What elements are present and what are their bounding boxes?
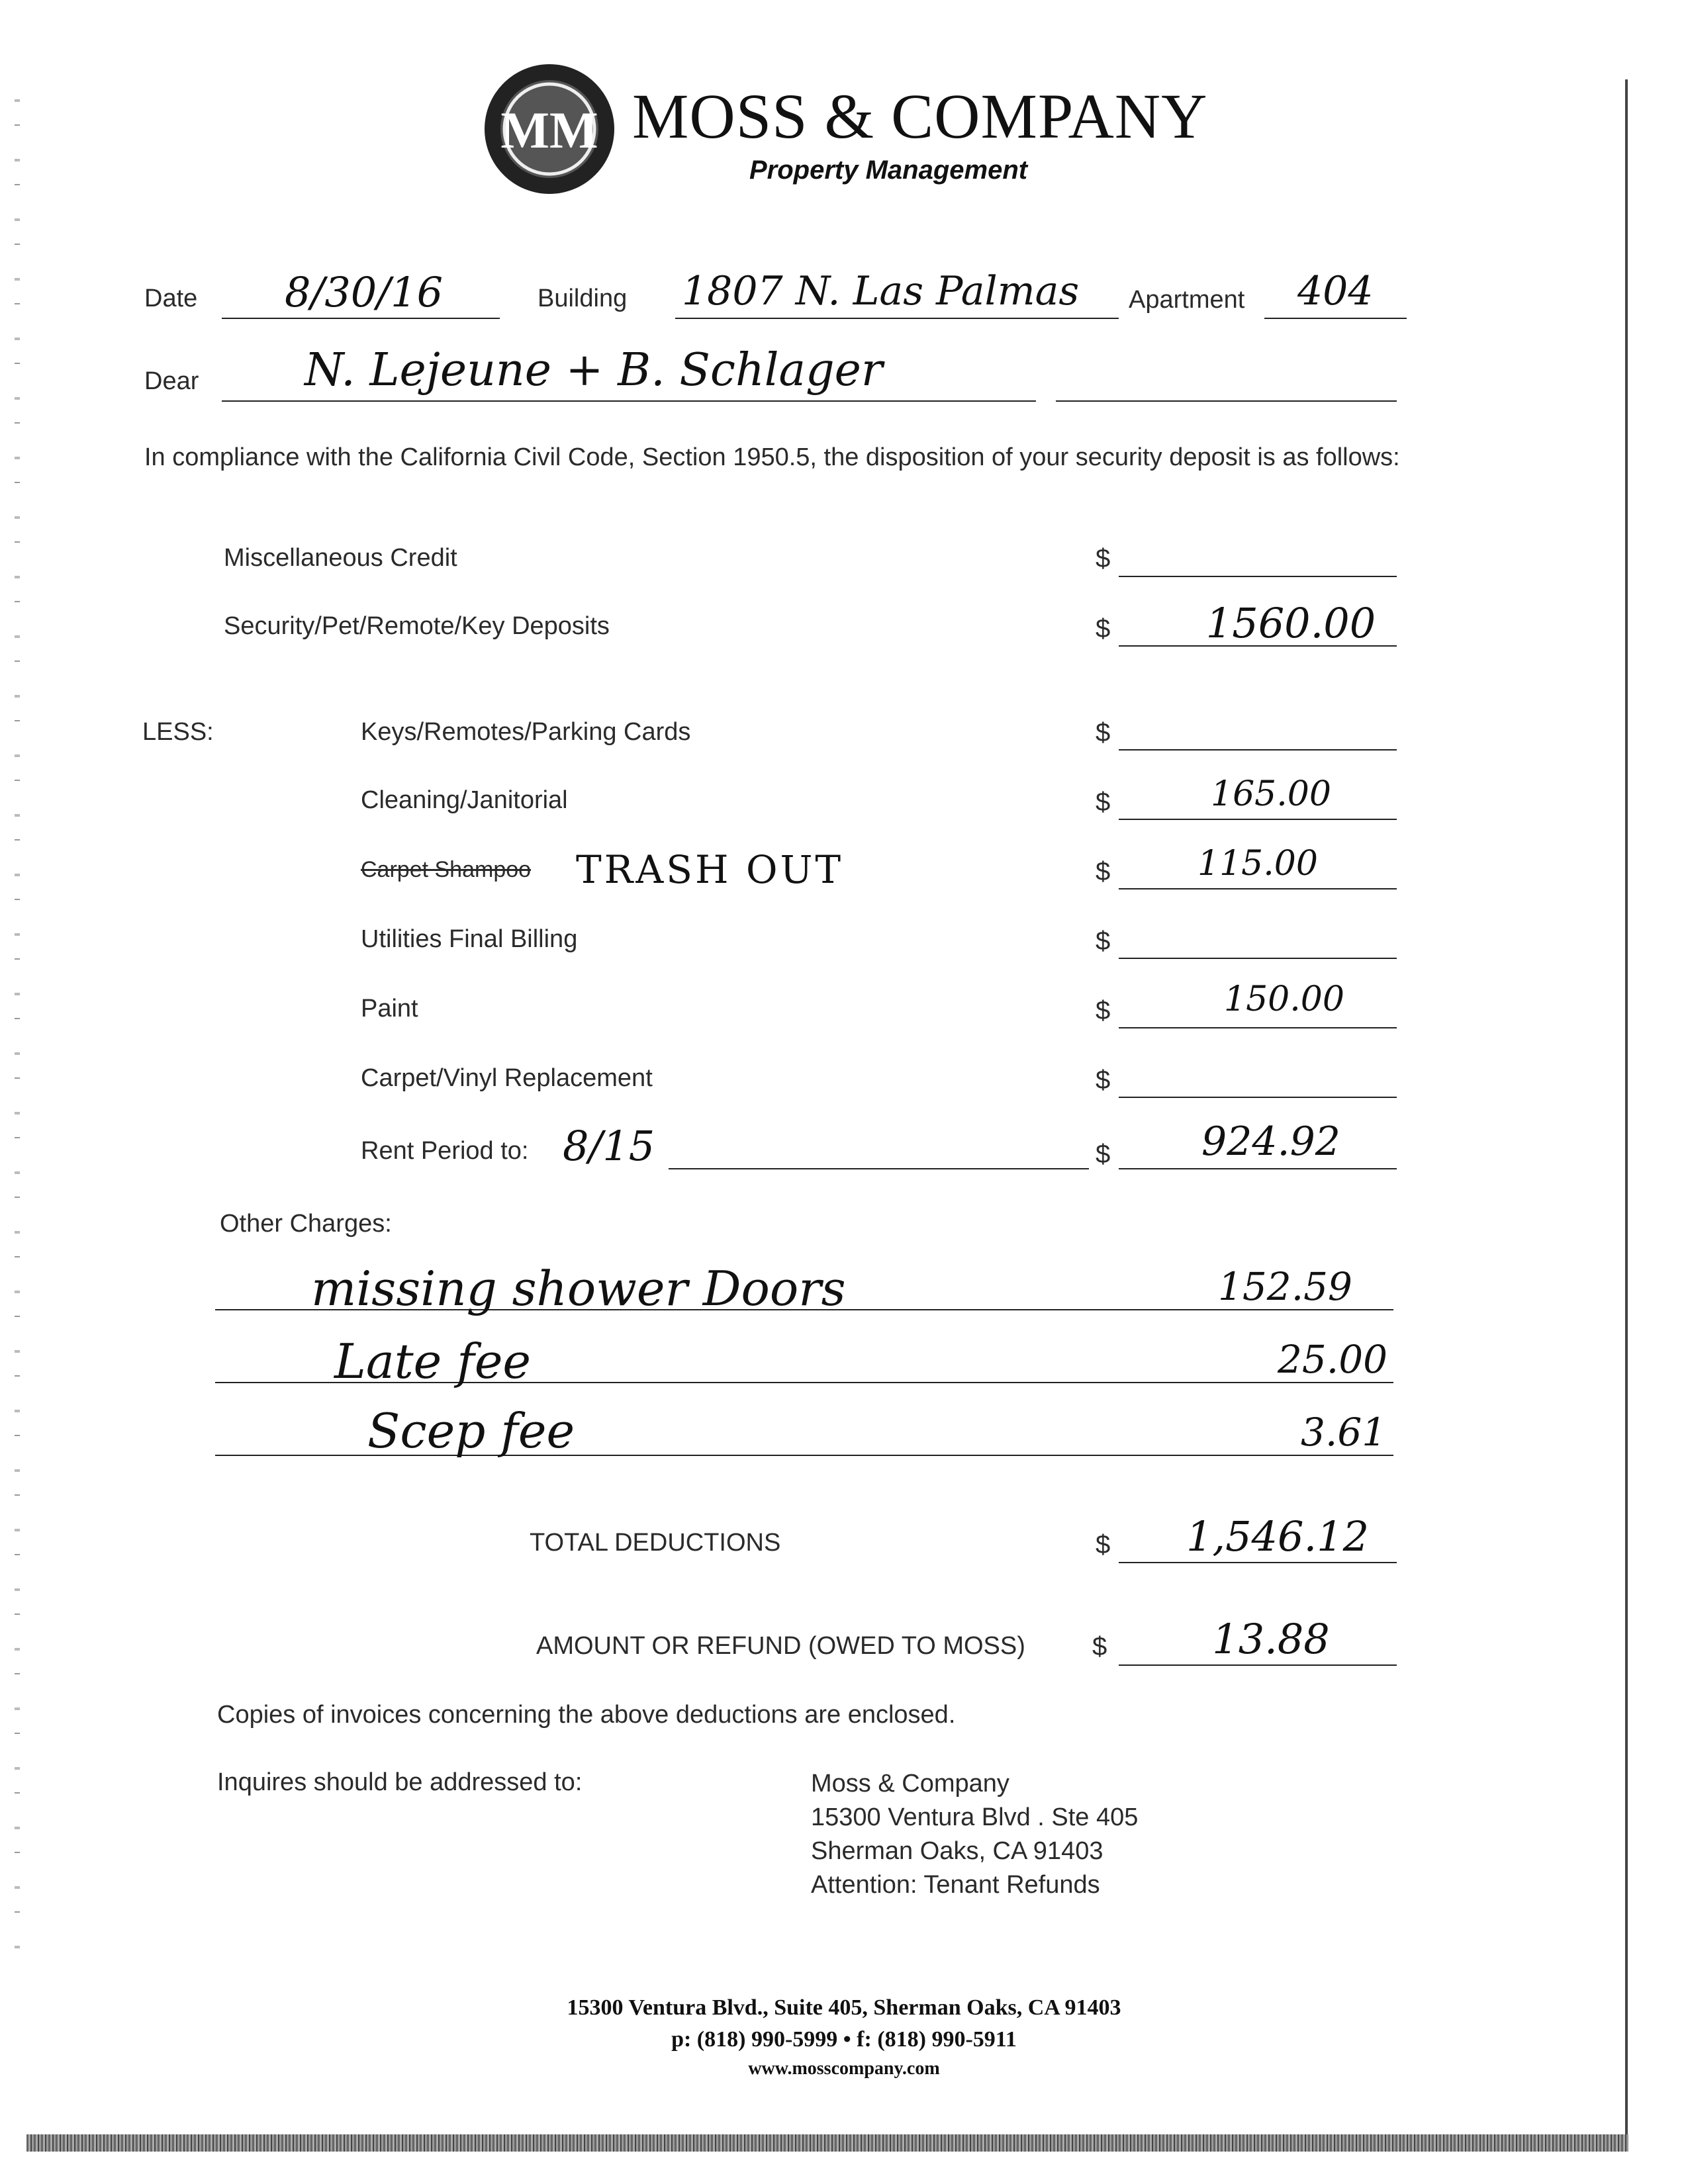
deposits-label: Security/Pet/Remote/Key Deposits bbox=[224, 612, 610, 640]
paint-amount: 150.00 bbox=[1224, 979, 1344, 1019]
footer-address: 15300 Ventura Blvd., Suite 405, Sherman Oaks, CA 91403 bbox=[567, 1995, 1121, 2020]
intro-paragraph: In compliance with the California Civil Code, Section 1950.5, the disposition of your security deposit is as follows: bbox=[144, 443, 1400, 471]
rent-period-label: Rent Period to: bbox=[361, 1137, 529, 1165]
invoices-note: Copies of invoices concerning the above deductions are enclosed. bbox=[217, 1701, 956, 1729]
trash-dollar: $ bbox=[1096, 857, 1111, 886]
trash-line bbox=[1119, 888, 1397, 889]
rent-amount-line bbox=[1119, 1168, 1397, 1169]
other-charge-amount: 3.61 bbox=[1301, 1410, 1387, 1455]
refund-label: AMOUNT OR REFUND (OWED TO MOSS) bbox=[536, 1632, 1025, 1660]
paint-label: Paint bbox=[361, 995, 418, 1023]
paint-dollar: $ bbox=[1096, 996, 1111, 1025]
utilities-dollar: $ bbox=[1096, 927, 1111, 956]
carpet-shampoo-label: Carpet Shampoo bbox=[361, 857, 532, 882]
other-charge-amount: 25.00 bbox=[1278, 1337, 1388, 1382]
rent-period-value: 8/15 bbox=[563, 1122, 655, 1170]
dear-label: Dear bbox=[144, 367, 199, 395]
other-charges-label: Other Charges: bbox=[220, 1210, 392, 1238]
trash-out-note: TRASH OUT bbox=[576, 847, 844, 892]
building-value: 1807 N. Las Palmas bbox=[682, 268, 1080, 314]
inquiries-label: Inquires should be addressed to: bbox=[217, 1768, 583, 1796]
other-charge-amount: 152.59 bbox=[1218, 1264, 1352, 1309]
refund-address-block bbox=[811, 1767, 1138, 1902]
keys-label: Keys/Remotes/Parking Cards bbox=[361, 718, 691, 746]
refund-dollar: $ bbox=[1092, 1632, 1107, 1661]
carpet-vinyl-label: Carpet/Vinyl Replacement bbox=[361, 1064, 653, 1092]
keys-line bbox=[1119, 749, 1397, 751]
scan-bottom-bar bbox=[26, 2134, 1628, 2152]
keys-dollar: $ bbox=[1096, 718, 1111, 747]
cleaning-amount: 165.00 bbox=[1211, 774, 1331, 814]
misc-credit-dollar: $ bbox=[1096, 544, 1111, 573]
dear-field-line-extra bbox=[1056, 400, 1397, 402]
carpet-vinyl-dollar: $ bbox=[1096, 1066, 1111, 1095]
company-name: MOSS & COMPANY bbox=[632, 81, 1208, 152]
total-dollar: $ bbox=[1096, 1530, 1111, 1559]
logo-emblem-icon bbox=[483, 63, 616, 195]
utilities-line bbox=[1119, 958, 1397, 959]
footer-website: www.mosscompany.com bbox=[748, 2058, 940, 2079]
refund-line bbox=[1119, 1664, 1397, 1666]
svg-text:MM: MM bbox=[500, 101, 598, 159]
rent-amount: 924.92 bbox=[1201, 1118, 1340, 1165]
carpet-vinyl-line bbox=[1119, 1097, 1397, 1098]
building-label: Building bbox=[538, 285, 628, 312]
apartment-label: Apartment bbox=[1129, 286, 1245, 314]
address-line: Attention: Tenant Refunds bbox=[811, 1871, 1100, 1899]
paint-line bbox=[1119, 1027, 1397, 1028]
cleaning-line bbox=[1119, 819, 1397, 820]
other-charge-description: Late fee bbox=[334, 1334, 532, 1389]
misc-credit-label: Miscellaneous Credit bbox=[224, 544, 457, 572]
deposits-dollar: $ bbox=[1096, 614, 1111, 643]
company-logo bbox=[483, 63, 616, 195]
other-charge-description: missing shower Doors bbox=[311, 1261, 846, 1316]
total-deductions-label: TOTAL DEDUCTIONS bbox=[530, 1529, 781, 1557]
utilities-label: Utilities Final Billing bbox=[361, 925, 578, 953]
apartment-value: 404 bbox=[1297, 268, 1374, 314]
trash-amount: 115.00 bbox=[1197, 844, 1318, 884]
apartment-field-line bbox=[1264, 318, 1407, 319]
cleaning-dollar: $ bbox=[1096, 788, 1111, 817]
address-line: Sherman Oaks, CA 91403 bbox=[811, 1837, 1103, 1865]
company-subtitle: Property Management bbox=[749, 156, 1028, 185]
rent-period-line bbox=[669, 1168, 1089, 1169]
scan-edge-line bbox=[1625, 79, 1628, 2134]
total-deductions-amount: 1,546.12 bbox=[1186, 1512, 1370, 1561]
address-line: 15300 Ventura Blvd . Ste 405 bbox=[811, 1803, 1139, 1831]
refund-amount: 13.88 bbox=[1212, 1615, 1330, 1663]
date-field-line bbox=[222, 318, 500, 319]
other-charge-description: Scep fee bbox=[367, 1403, 575, 1459]
misc-credit-line bbox=[1119, 576, 1397, 577]
scan-edge-artifact bbox=[15, 99, 20, 1952]
address-line: Moss & Company bbox=[811, 1770, 1009, 1797]
deposits-amount: 1560.00 bbox=[1205, 599, 1376, 647]
date-label: Date bbox=[144, 285, 198, 312]
dear-value: N. Lejeune + B. Schlager bbox=[305, 344, 883, 396]
building-field-line bbox=[675, 318, 1119, 319]
less-label: LESS: bbox=[142, 718, 214, 746]
total-line bbox=[1119, 1562, 1397, 1563]
date-value: 8/30/16 bbox=[285, 268, 444, 316]
cleaning-label: Cleaning/Janitorial bbox=[361, 786, 568, 814]
footer-phone-fax: p: (818) 990-5999 • f: (818) 990-5911 bbox=[671, 2027, 1017, 2052]
rent-dollar: $ bbox=[1096, 1140, 1111, 1169]
dear-field-line bbox=[222, 400, 1036, 402]
